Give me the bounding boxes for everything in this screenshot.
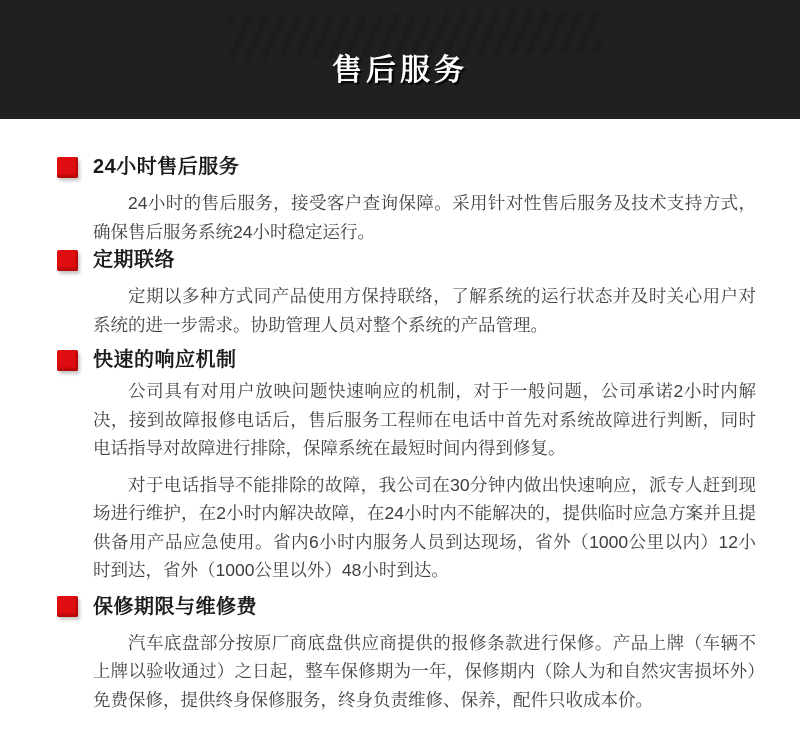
section-heading: 保修期限与维修费: [93, 595, 257, 618]
section-paragraph: 公司具有对用户放映问题快速响应的机制，对于一般问题，公司承诺2小时内解决，接到故障报修电话后，售后服务工程师在电话中首先对系统故障进行判断，同时电话指导对故障进行排除，保障系统在最短时间内得到修复。: [93, 381, 756, 458]
red-square-bullet-icon: [57, 250, 78, 271]
section-heading: 定期联络: [93, 249, 175, 271]
content-area: [0, 155, 800, 714]
section-paragraph: 对于电话指导不能排除的故障，我公司在30分钟内做出快速响应，派专人赶到现场进行维护，在2小时内解决故障，在24小时内不能解决的，提供临时应急方案并且提供备用产品应急使用。省内6小时内服务人员到达现场，省外（1000公里以内）12小时到达，省外（1000公里以外）48小时到达。: [93, 474, 756, 580]
section-heading-row: [57, 595, 756, 619]
red-square-bullet-icon: [57, 157, 78, 178]
red-square-bullet-icon: [57, 596, 78, 617]
header-banner: [0, 0, 800, 119]
section-paragraph: 汽车底盘部分按原厂商底盘供应商提供的报修条款进行保修。产品上牌（车辆不上牌以验收通过）之日起，整车保修期为一年，保修期内（除人为和自然灾害损坏外）免费保修，提供终身保修服务，终身负责维修、保养，配件只收成本价。: [93, 632, 756, 710]
red-square-bullet-icon: [57, 350, 78, 371]
section-regular-contact: [57, 248, 756, 339]
page-title: 售后服务: [332, 54, 468, 87]
section-heading-row: [57, 348, 756, 372]
section-warranty-fees: [57, 595, 756, 715]
banner-watermark: [230, 11, 601, 59]
section-heading: 24小时售后服务: [93, 156, 240, 178]
section-paragraph: 定期以多种方式同产品使用方保持联络，了解系统的运行状态并及时关心用户对系统的进一步需求。协助管理人员对整个系统的产品管理。: [93, 286, 756, 335]
section-heading-row: [57, 248, 756, 272]
section-heading: 快速的响应机制: [93, 349, 237, 371]
section-heading-row: [57, 155, 756, 179]
section-paragraph: 24小时的售后服务，接受客户查询保障。采用针对性售后服务及技术支持方式，确保售后服务系统24小时稳定运行。: [93, 193, 756, 242]
section-24h-after-sales: [57, 155, 756, 246]
section-fast-response: [57, 348, 756, 585]
